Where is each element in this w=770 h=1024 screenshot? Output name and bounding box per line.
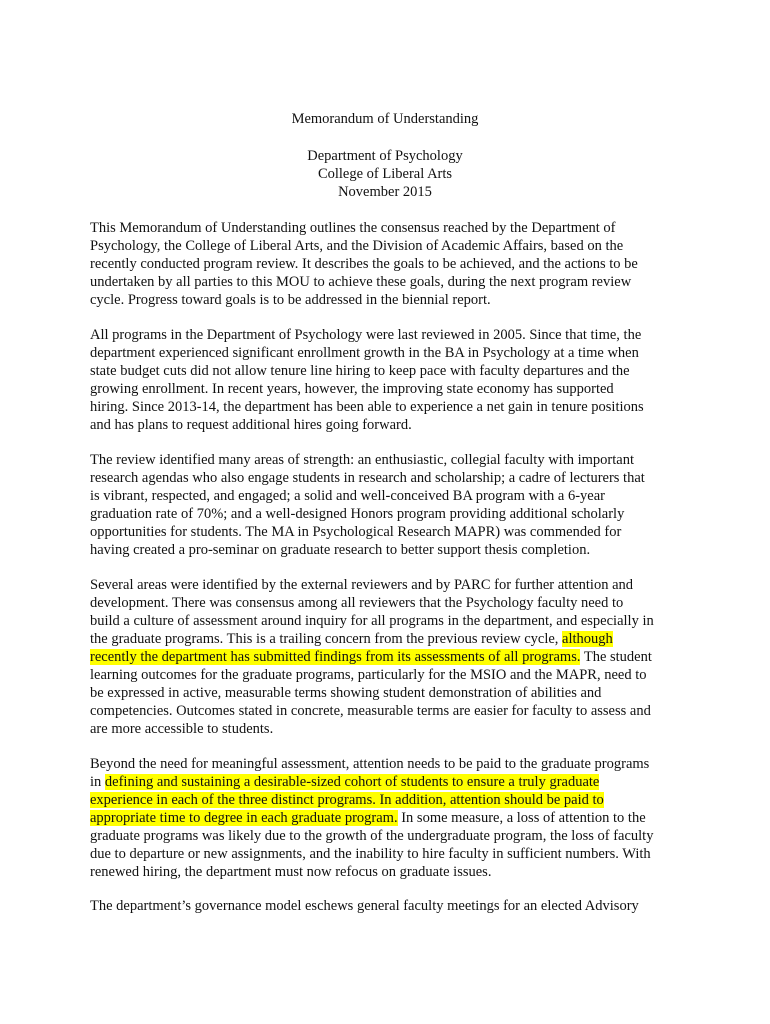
- text-segment: All programs in the Department of Psychology were last reviewed in 2005. Since that time, the: [90, 327, 642, 343]
- text-segment: renewed hiring, the department must now refocus on graduate issues.: [90, 864, 492, 880]
- text-segment: Beyond the need for meaningful assessment, attention needs to be paid to the graduate programs: [90, 756, 650, 772]
- text-line: [90, 612, 690, 630]
- text-segment: The review identified many areas of strength: an enthusiastic, collegial faculty with important: [90, 452, 634, 468]
- text-line: [90, 487, 690, 505]
- text-segment: research agendas who also engage students in research and scholarship; a cadre of lecturers that: [90, 470, 645, 486]
- text-line: [90, 219, 690, 237]
- text-line: [90, 791, 690, 809]
- text-segment: competencies. Outcomes stated in concrete, measurable terms are easier for faculty to assess and: [90, 703, 651, 719]
- memo-title: Memorandum of Understanding: [291, 111, 479, 127]
- paragraph: [90, 897, 690, 915]
- paragraph: [90, 219, 690, 309]
- text-segment: in: [90, 774, 105, 790]
- text-segment: Several areas were identified by the external reviewers and by PARC for further attention and: [90, 577, 634, 593]
- text-line: [90, 702, 690, 720]
- text-line: [90, 416, 690, 434]
- text-line: [90, 469, 690, 487]
- text-line: [90, 291, 690, 309]
- text-segment: is vibrant, respected, and engaged; a solid and well-conceived BA program with a 6-year: [90, 488, 605, 504]
- text-line: [90, 237, 690, 255]
- text-line: [90, 273, 690, 291]
- text-segment: The student: [580, 649, 652, 665]
- text-line: [90, 523, 690, 541]
- highlighted-text: experience in each of the three distinct programs. In addition, attention should be paid to: [90, 792, 604, 808]
- text-line: [90, 863, 690, 881]
- text-line: [90, 505, 690, 523]
- text-line: [90, 362, 690, 380]
- text-segment: undertaken by all parties to this MOU to achieve these goals, during the next program review: [90, 274, 632, 290]
- text-segment: state budget cuts did not allow tenure line hiring to keep pace with faculty departures and the: [90, 363, 630, 379]
- text-segment: due to departure or new assignments, and the inability to hire faculty in sufficient numbers. With: [90, 846, 651, 862]
- text-line: [90, 666, 690, 684]
- highlighted-text: defining and sustaining a desirable-sized cohort of students to ensure a truly graduate: [104, 774, 600, 790]
- text-segment: growing enrollment. In recent years, however, the improving state economy has supported: [90, 381, 614, 397]
- text-segment: development. There was consensus among all reviewers that the Psychology faculty need to: [90, 595, 624, 611]
- text-segment: This Memorandum of Understanding outlines the consensus reached by the Department of: [90, 220, 616, 236]
- paragraph: [90, 326, 690, 434]
- highlighted-text: recently the department has submitted findings from its assessments of all programs.: [90, 649, 581, 665]
- text-segment: opportunities for students. The MA in Psychological Research MAPR) was commended for: [90, 524, 622, 540]
- text-line: [90, 897, 690, 915]
- text-line: [90, 576, 690, 594]
- text-segment: cycle. Progress toward goals is to be addressed in the biennial report.: [90, 292, 491, 308]
- memo-date: November 2015: [338, 184, 432, 200]
- text-line: [90, 630, 690, 648]
- highlighted-text: although: [562, 631, 613, 647]
- text-line: [90, 594, 690, 612]
- text-line: [90, 648, 690, 666]
- text-segment: build a culture of assessment around inquiry for all programs in the department, and especially in: [90, 613, 654, 629]
- text-line: [90, 720, 690, 738]
- text-segment: recently conducted program review. It describes the goals to be achieved, and the actions to be: [90, 256, 638, 272]
- paragraph: [90, 451, 690, 559]
- text-line: [90, 326, 690, 344]
- text-line: [90, 684, 690, 702]
- text-segment: are more accessible to students.: [90, 721, 274, 737]
- text-segment: hiring. Since 2013-14, the department has been able to experience a net gain in tenure positions: [90, 399, 644, 415]
- text-segment: graduation rate of 70%; and a well-designed Honors program providing additional scholarly: [90, 506, 625, 522]
- text-segment: learning outcomes for the graduate programs, particularly for the MSIO and the MAPR, need to: [90, 667, 647, 683]
- text-segment: In some measure, a loss of attention to the: [397, 810, 646, 826]
- text-segment: be expressed in active, measurable terms showing student demonstration of abilities and: [90, 685, 602, 701]
- college-name: College of Liberal Arts: [317, 166, 453, 182]
- text-segment: the graduate programs. This is a trailing concern from the previous review cycle,: [90, 631, 563, 647]
- text-segment: and has plans to request additional hires going forward.: [90, 417, 412, 433]
- text-line: [90, 845, 690, 863]
- text-line: [90, 809, 690, 827]
- text-line: [90, 255, 690, 273]
- memo-subheader: [0, 147, 770, 201]
- text-segment: department experienced significant enrollment growth in the BA in Psychology at a time when: [90, 345, 639, 361]
- text-segment: having created a pro-seminar on graduate research to better support thesis completion.: [90, 542, 591, 558]
- text-segment: graduate programs was likely due to the growth of the undergraduate program, the loss of faculty: [90, 828, 654, 844]
- highlighted-text: appropriate time to degree in each graduate program.: [90, 810, 398, 826]
- text-line: [90, 827, 690, 845]
- text-line: [90, 398, 690, 416]
- text-line: [90, 344, 690, 362]
- paragraph: [90, 576, 690, 738]
- text-line: [90, 380, 690, 398]
- paragraph: [90, 755, 690, 881]
- text-line: [90, 755, 690, 773]
- text-segment: Psychology, the College of Liberal Arts, and the Division of Academic Affairs, based on the: [90, 238, 624, 254]
- text-line: [90, 773, 690, 791]
- department-name: Department of Psychology: [307, 148, 463, 164]
- text-segment: The department’s governance model eschews general faculty meetings for an elected Advisory: [90, 898, 639, 914]
- text-line: [90, 451, 690, 469]
- text-line: [90, 541, 690, 559]
